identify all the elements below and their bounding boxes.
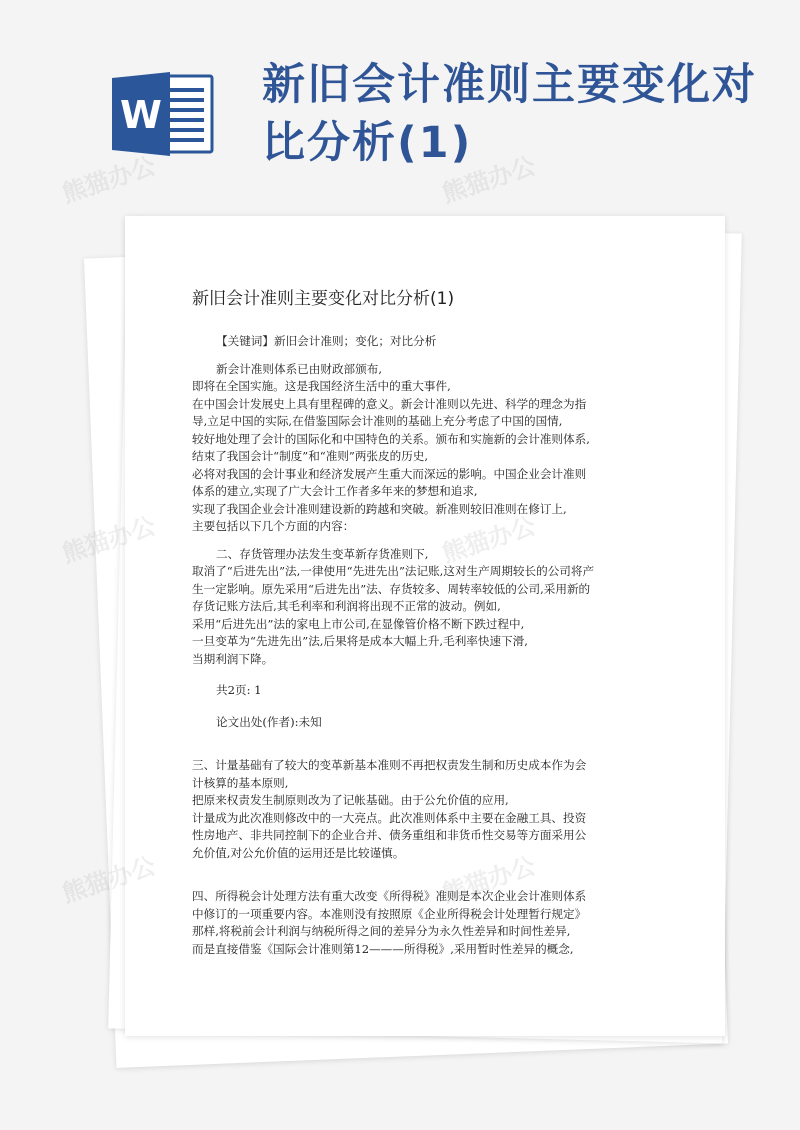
- text-line: 计量成为此次准则修改中的一大亮点。此次准则体系中主要在金融工具、投资: [192, 810, 587, 825]
- keywords-line: 【关键词】新旧会计准则；变化；对比分析: [216, 334, 437, 348]
- text-line: 体系的建立,实现了广大会计工作者多年来的梦想和追求,: [192, 484, 478, 498]
- text-line: 取消了“后进先出”法,一律使用“先进先出”法记账,这对生产周期较长的公司将产: [192, 564, 595, 578]
- source-line: 论文出处(作者):未知: [216, 714, 322, 729]
- text-line: 存货记账方法后,其毛利率和利润将出现不正常的波动。例如,: [192, 599, 501, 613]
- text-line: 三、计量基础有了较大的变革新基本准则不再把权责发生制和历史成本作为会: [192, 758, 587, 772]
- header-title: 新旧会计准则主要变化对比分析(1): [262, 60, 757, 168]
- document-title: 新旧会计准则主要变化对比分析(1): [192, 289, 455, 309]
- text-line: 允价值,对公允价值的运用还是比较谨慎。: [192, 845, 405, 860]
- text-line: 导,立足中国的实际,在借鉴国际会计准则的基础上充分考虑了中国的国情,: [192, 414, 563, 428]
- text-line: 那样,将税前会计利润与纳税所得之间的差异分为永久性差异和时间性差异,: [192, 924, 571, 938]
- text-line: 采用“后进先出”法的家电上市公司,在显像管价格不断下跌过程中,: [192, 616, 525, 631]
- text-line: 即将在全国实施。这是我国经济生活中的重大事件,: [192, 379, 451, 393]
- document-body: [192, 284, 632, 958]
- text-line: 把原来权责发生制原则改为了记帐基础。由于公允价值的应用,: [192, 793, 509, 807]
- section-2-paragraph: [192, 546, 632, 669]
- section-3-paragraph: [192, 757, 632, 862]
- watermark: 熊猫办公: [438, 151, 539, 209]
- logo-letter: W: [120, 93, 162, 137]
- text-line: 生一定影响。原先采用“后进先出”法、存货较多、周转率较低的公司,采用新的: [192, 581, 591, 596]
- text-line: 计核算的基本原则,: [192, 775, 289, 790]
- text-line: 当期利润下降。: [192, 651, 274, 666]
- text-line: 实现了我国企业会计准则建设新的跨越和突破。新准则较旧准则在修订上,: [192, 501, 567, 516]
- watermark: 熊猫办公: [58, 151, 159, 209]
- section-4-paragraph: [192, 888, 632, 958]
- page-info: 共2页: 1: [216, 683, 262, 697]
- text-line: 结束了我国会计“制度”和“准则”两张皮的历史,: [192, 449, 429, 463]
- text-line: 二、存货管理办法发生变革新存货准则下,: [216, 546, 429, 561]
- text-line: 四、所得税会计处理方法有重大改变《所得税》准则是本次企业会计准则体系: [192, 889, 587, 903]
- word-document-icon: [112, 72, 214, 156]
- text-line: 而是直接借鉴《国际会计准则第12———所得税》,采用暂时性差异的概念,: [192, 941, 574, 956]
- intro-paragraph: [192, 361, 632, 536]
- text-line: 主要包括以下几个方面的内容：: [192, 519, 355, 533]
- text-line: 新会计准则体系已由财政部颁布,: [216, 361, 382, 376]
- text-line: 必将对我国的会计事业和经济发展产生重大而深远的影响。中国企业会计准则: [192, 466, 587, 481]
- text-line: 一旦变革为“先进先出”法,后果将是成本大幅上升,毛利率快速下滑,: [192, 634, 528, 648]
- text-line: 在中国会计发展史上具有里程碑的意义。新会计准则以先进、科学的理念为指: [192, 396, 587, 411]
- text-line: 性房地产、非共同控制下的企业合并、债务重组和非货币性交易等方面采用公: [192, 828, 587, 842]
- text-line: 较好地处理了会计的国际化和中国特色的关系。颁布和实施新的会计准则体系,: [192, 431, 590, 446]
- text-line: 中修订的一项重要内容。本准则没有按照原《企业所得税会计处理暂行规定》: [192, 906, 587, 921]
